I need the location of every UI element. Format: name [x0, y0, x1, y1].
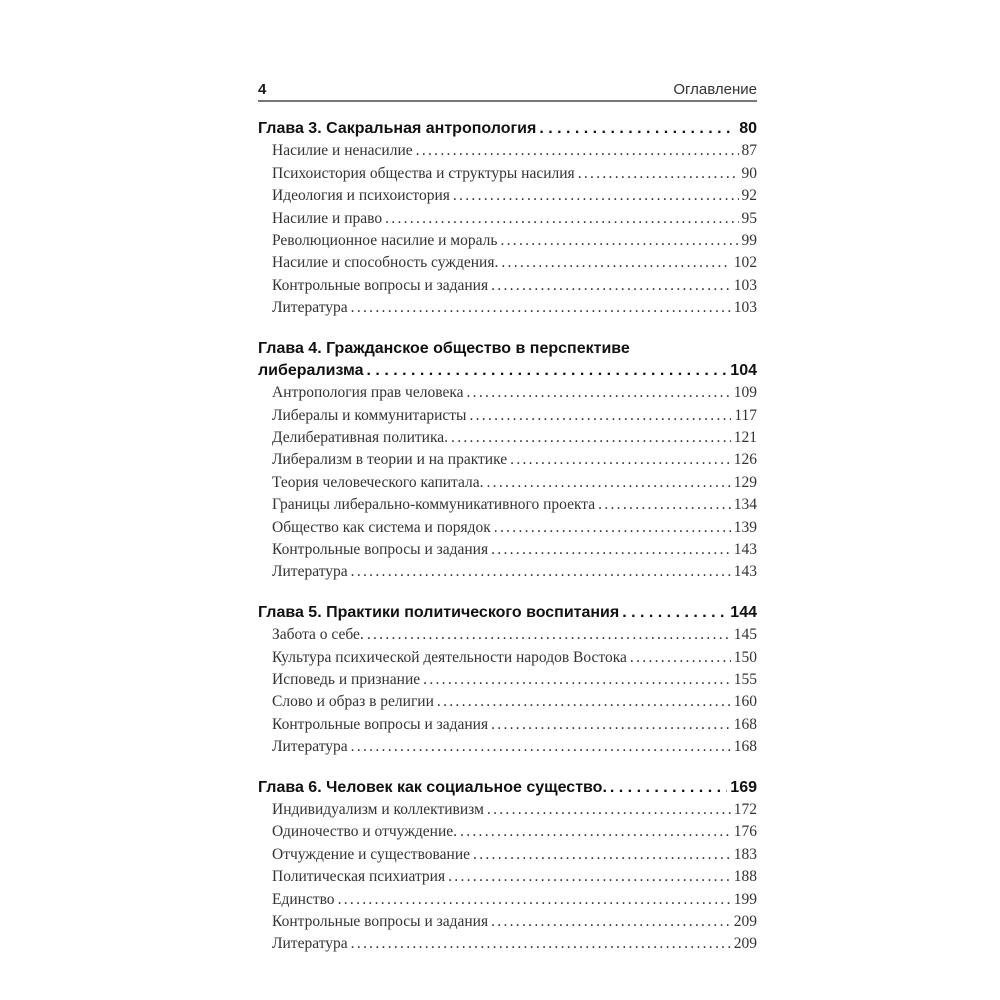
- entry-title: Насилие и ненасилие: [272, 142, 413, 160]
- dot-leader: [491, 714, 731, 736]
- dot-leader: [338, 889, 731, 911]
- toc-entry[interactable]: [258, 297, 757, 319]
- entry-page: 95: [741, 209, 757, 227]
- toc-chapter-entry[interactable]: [258, 602, 757, 624]
- toc-entry[interactable]: [258, 208, 757, 230]
- dot-leader: [610, 777, 727, 799]
- dot-leader: [491, 275, 731, 297]
- entry-page: 155: [733, 670, 757, 688]
- entry-page: 143: [733, 563, 757, 581]
- entry-title: Литература: [272, 738, 348, 756]
- entry-title: Контрольные вопросы и задания: [272, 541, 489, 559]
- chapter-page: 80: [739, 120, 757, 137]
- entry-page: 103: [733, 276, 757, 294]
- dot-leader: [351, 297, 731, 319]
- running-title: Оглавление: [673, 81, 757, 98]
- entry-page: 160: [733, 693, 757, 711]
- toc-entry[interactable]: [258, 933, 757, 955]
- toc-entry[interactable]: [258, 844, 757, 866]
- dot-leader: [423, 669, 731, 691]
- entry-page: 121: [733, 429, 757, 447]
- toc-entry[interactable]: [258, 561, 757, 583]
- dot-leader: [501, 252, 730, 274]
- entry-title: Революционное насилие и мораль: [272, 231, 498, 249]
- dot-leader: [351, 736, 731, 758]
- chapter-page: 104: [730, 361, 757, 379]
- entry-title: Слово и образ в религии: [272, 693, 434, 711]
- entry-page: 176: [733, 823, 757, 841]
- entry-page: 87: [741, 142, 757, 160]
- chapter-page: 144: [730, 603, 757, 621]
- dot-leader: [467, 382, 731, 404]
- entry-page: 129: [733, 473, 757, 491]
- header-rule: [258, 100, 757, 102]
- dot-leader: [494, 517, 731, 539]
- entry-title: Теория человеческого капитала.: [272, 473, 484, 491]
- dot-leader: [367, 360, 728, 382]
- toc-chapter-entry[interactable]: [258, 118, 757, 140]
- entry-page: 209: [733, 912, 757, 930]
- toc-chapter: [258, 338, 757, 584]
- dot-leader: [460, 821, 731, 843]
- toc-entry[interactable]: [258, 275, 757, 297]
- entry-title: Контрольные вопросы и задания: [272, 715, 489, 733]
- entry-page: 92: [741, 187, 757, 205]
- entry-title: Отчуждение и существование: [272, 845, 471, 863]
- toc-entry[interactable]: [258, 911, 757, 933]
- toc-entry[interactable]: [258, 714, 757, 736]
- toc-entry[interactable]: [258, 647, 757, 669]
- chapter-title: либерализма: [258, 361, 364, 379]
- entry-title: Индивидуализм и коллективизм: [272, 800, 484, 818]
- entry-title: Забота о себе.: [272, 626, 364, 644]
- table-of-contents: [258, 118, 757, 956]
- toc-chapter: [258, 602, 757, 759]
- toc-entry[interactable]: [258, 517, 757, 539]
- toc-entry[interactable]: [258, 163, 757, 185]
- dot-leader: [473, 844, 731, 866]
- toc-entry[interactable]: [258, 405, 757, 427]
- dot-leader: [487, 799, 731, 821]
- chapter-title: Глава 3. Сакральная антропология: [258, 120, 537, 137]
- toc-entry[interactable]: [258, 539, 757, 561]
- toc-entry[interactable]: [258, 382, 757, 404]
- entry-page: 150: [733, 648, 757, 666]
- toc-entry[interactable]: [258, 889, 757, 911]
- entry-title: Общество как система и порядок: [272, 518, 491, 536]
- entry-page: 168: [733, 738, 757, 756]
- entry-page: 168: [733, 715, 757, 733]
- entry-page: 103: [733, 299, 757, 317]
- entry-title: Культура психической деятельности народов Востока: [272, 648, 627, 666]
- toc-entry[interactable]: [258, 252, 757, 274]
- toc-page: [258, 76, 757, 956]
- entry-page: 209: [733, 935, 757, 953]
- page-header: [258, 76, 757, 98]
- toc-entry[interactable]: [258, 624, 757, 646]
- chapter-page: 169: [730, 778, 757, 796]
- entry-page: 117: [734, 406, 757, 424]
- entry-title: Антропология прав человека: [272, 384, 464, 402]
- toc-entry[interactable]: [258, 799, 757, 821]
- entry-page: 183: [733, 845, 757, 863]
- chapter-title: Глава 6. Человек как социальное существо.: [258, 778, 607, 796]
- entry-page: 99: [741, 231, 757, 249]
- entry-title: Контрольные вопросы и задания: [272, 912, 489, 930]
- entry-page: 199: [733, 890, 757, 908]
- toc-chapter-entry[interactable]: [258, 360, 757, 382]
- dot-leader: [416, 140, 739, 162]
- entry-title: Единство: [272, 890, 335, 908]
- toc-entry[interactable]: [258, 821, 757, 843]
- entry-title: Литература: [272, 935, 348, 953]
- entry-title: Одиночество и отчуждение.: [272, 823, 458, 841]
- entry-title: Литература: [272, 299, 348, 317]
- toc-entry[interactable]: [258, 449, 757, 471]
- dot-leader: [491, 911, 731, 933]
- dot-leader: [351, 933, 731, 955]
- toc-chapter: [258, 118, 757, 320]
- dot-leader: [510, 449, 731, 471]
- toc-entry[interactable]: [258, 669, 757, 691]
- page-number: 4: [258, 81, 267, 98]
- toc-entry[interactable]: [258, 230, 757, 252]
- toc-chapter-entry[interactable]: [258, 777, 757, 799]
- entry-title: Либералы и коммунитаристы: [272, 406, 467, 424]
- dot-leader: [469, 405, 731, 427]
- entry-page: 172: [733, 800, 757, 818]
- toc-chapter: [258, 777, 757, 956]
- toc-entry[interactable]: [258, 185, 757, 207]
- toc-entry[interactable]: [258, 866, 757, 888]
- entry-title: Идеология и психоистория: [272, 187, 450, 205]
- entry-title: Границы либерально-коммуникативного проекта: [272, 496, 596, 514]
- dot-leader: [351, 561, 731, 583]
- entry-title: Литература: [272, 563, 348, 581]
- entry-page: 126: [733, 451, 757, 469]
- entry-page: 145: [733, 626, 757, 644]
- dot-leader: [630, 647, 731, 669]
- entry-title: Психоистория общества и структуры насилия: [272, 164, 575, 182]
- dot-leader: [451, 427, 731, 449]
- entry-page: 139: [733, 518, 757, 536]
- dot-leader: [539, 118, 736, 140]
- dot-leader: [453, 185, 739, 207]
- entry-page: 109: [733, 384, 757, 402]
- dot-leader: [578, 163, 739, 185]
- entry-title: Насилие и способность суждения.: [272, 254, 499, 272]
- dot-leader: [500, 230, 738, 252]
- entry-page: 188: [733, 868, 757, 886]
- entry-page: 134: [733, 496, 757, 514]
- toc-entry[interactable]: [258, 736, 757, 758]
- chapter-title: Глава 5. Практики политического воспитания: [258, 603, 620, 621]
- dot-leader: [367, 624, 731, 646]
- dot-leader: [448, 866, 731, 888]
- entry-title: Исповедь и признание: [272, 670, 421, 688]
- dot-leader: [598, 494, 731, 516]
- entry-title: Контрольные вопросы и задания: [272, 276, 489, 294]
- toc-entry[interactable]: [258, 472, 757, 494]
- entry-page: 143: [733, 541, 757, 559]
- chapter-title-line[interactable]: Глава 4. Гражданское общество в перспективе: [258, 339, 630, 357]
- entry-title: Насилие и право: [272, 209, 383, 227]
- toc-entry[interactable]: [258, 691, 757, 713]
- dot-leader: [385, 208, 738, 230]
- entry-title: Либерализм в теории и на практике: [272, 451, 508, 469]
- dot-leader: [491, 539, 731, 561]
- entry-title: Политическая психиатрия: [272, 868, 446, 886]
- entry-page: 90: [741, 164, 757, 182]
- toc-entry[interactable]: [258, 427, 757, 449]
- dot-leader: [487, 472, 731, 494]
- dot-leader: [622, 602, 727, 624]
- dot-leader: [437, 691, 731, 713]
- entry-page: 102: [733, 254, 757, 272]
- toc-entry[interactable]: [258, 140, 757, 162]
- toc-entry[interactable]: [258, 494, 757, 516]
- entry-title: Делиберативная политика.: [272, 429, 449, 447]
